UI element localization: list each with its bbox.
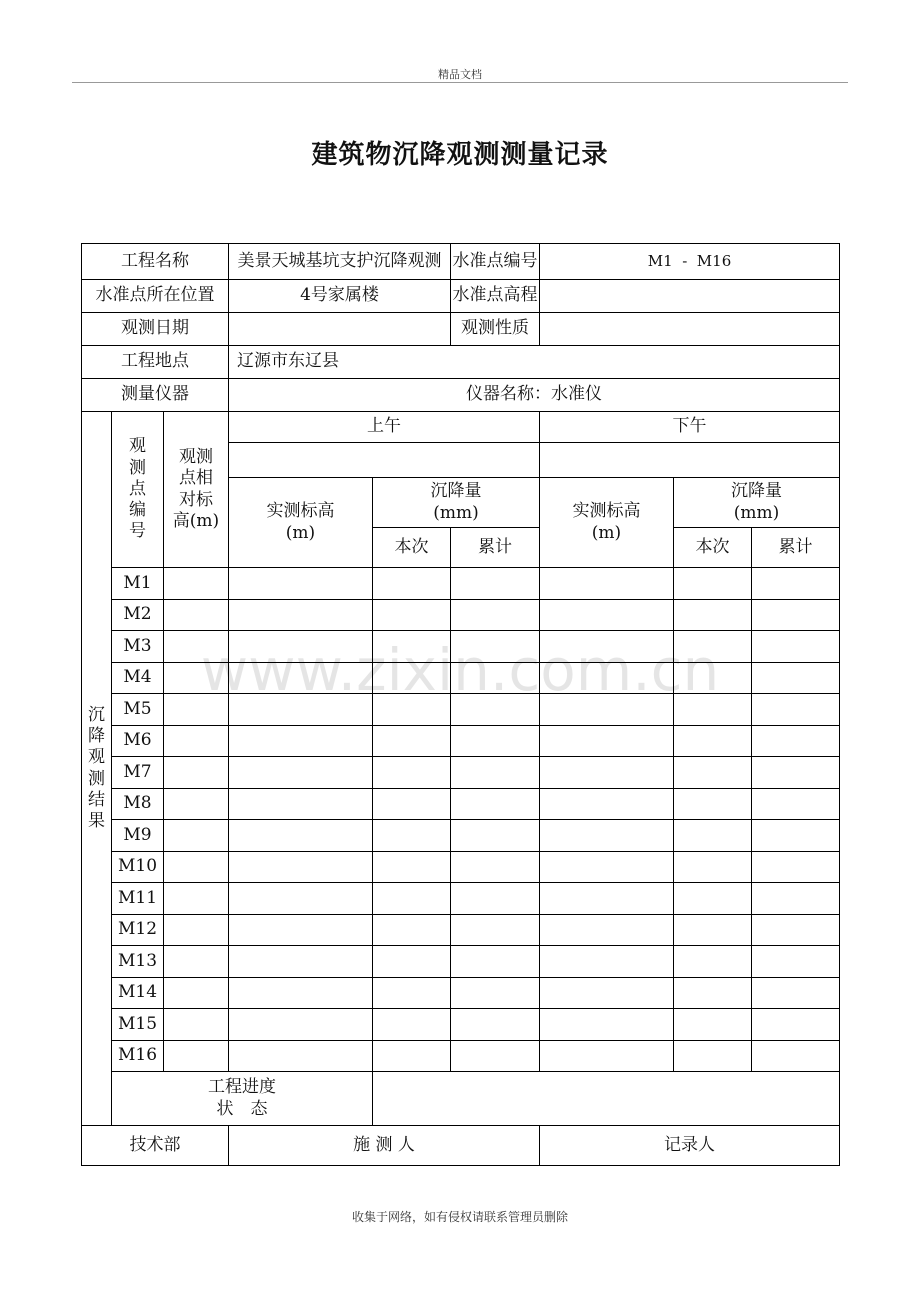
morning-this-time-cell [373, 820, 451, 852]
afternoon-this-time-cell [674, 851, 752, 883]
afternoon-cumulative-cell [752, 788, 840, 820]
table-row [82, 851, 840, 883]
afternoon-this-time-cell [674, 1040, 752, 1072]
afternoon-elevation-cell [540, 631, 674, 663]
relative-height-cell [164, 977, 229, 1009]
morning-elevation-cell [229, 599, 373, 631]
afternoon-elevation-cell [540, 568, 674, 600]
afternoon-elevation-cell [540, 757, 674, 789]
afternoon-cumulative-cell [752, 631, 840, 663]
page-header-text: 精品文档 [438, 68, 482, 81]
afternoon-cumulative-cell [752, 914, 840, 946]
point-id-cell: M13 [112, 946, 164, 978]
morning-elevation-cell [229, 820, 373, 852]
relative-height-cell [164, 820, 229, 852]
afternoon-elevation-cell [540, 946, 674, 978]
point-id-cell: M6 [112, 725, 164, 757]
afternoon-cumulative-cell [752, 946, 840, 978]
survey-record-table [81, 243, 840, 1166]
relative-height-cell [164, 946, 229, 978]
afternoon-this-time-cell [674, 977, 752, 1009]
afternoon-elevation-cell [540, 694, 674, 726]
progress-status-value [373, 1072, 840, 1126]
afternoon-this-time-cell [674, 914, 752, 946]
point-id-cell: M14 [112, 977, 164, 1009]
morning-this-time-cell [373, 757, 451, 789]
morning-elevation-cell [229, 725, 373, 757]
morning-this-time-cell [373, 631, 451, 663]
afternoon-blank-cell [540, 443, 840, 478]
section-label-settlement-results: 沉 降 观 测 结 果 [82, 412, 112, 1126]
afternoon-elevation-cell [540, 599, 674, 631]
signature-row [82, 1126, 840, 1166]
progress-row [82, 1072, 840, 1126]
table-row [82, 820, 840, 852]
morning-elevation-cell [229, 977, 373, 1009]
afternoon-this-time-header: 本次 [674, 528, 752, 568]
table-row [82, 662, 840, 694]
results-header-row-1 [82, 412, 840, 443]
relative-height-header: 观测 点相 对标 高(m) [164, 412, 229, 568]
morning-this-time-cell [373, 1009, 451, 1041]
afternoon-this-time-cell [674, 1009, 752, 1041]
afternoon-settlement-header: 沉降量 (mm) [674, 478, 840, 528]
afternoon-cumulative-cell [752, 977, 840, 1009]
progress-status-label: 工程进度 状 态 [112, 1072, 373, 1126]
afternoon-elevation-cell [540, 851, 674, 883]
afternoon-elevation-cell [540, 914, 674, 946]
afternoon-cumulative-cell [752, 820, 840, 852]
site-value: 辽源市东辽县 [229, 346, 840, 379]
morning-cumulative-cell [451, 883, 540, 915]
morning-elevation-cell [229, 788, 373, 820]
observation-type-value [540, 313, 840, 346]
morning-cumulative-cell [451, 977, 540, 1009]
morning-elevation-cell [229, 851, 373, 883]
morning-header: 上午 [229, 412, 540, 443]
info-row-1 [82, 244, 840, 280]
morning-elevation-cell [229, 631, 373, 663]
info-row-5 [82, 379, 840, 412]
morning-cumulative-cell [451, 1040, 540, 1072]
project-name-value: 美景天城基坑支护沉降观测 [229, 244, 451, 280]
morning-elevation-cell [229, 662, 373, 694]
morning-elevation-cell [229, 568, 373, 600]
afternoon-cumulative-cell [752, 568, 840, 600]
morning-elevation-cell [229, 883, 373, 915]
table-row [82, 946, 840, 978]
afternoon-cumulative-cell [752, 883, 840, 915]
morning-cumulative-cell [451, 631, 540, 663]
morning-this-time-cell [373, 568, 451, 600]
morning-this-time-cell [373, 788, 451, 820]
morning-cumulative-cell [451, 694, 540, 726]
morning-measured-elevation-header: 实测标高 (m) [229, 478, 373, 568]
morning-elevation-cell [229, 1040, 373, 1072]
morning-cumulative-cell [451, 914, 540, 946]
afternoon-elevation-cell [540, 883, 674, 915]
afternoon-cumulative-cell [752, 851, 840, 883]
morning-this-time-cell [373, 599, 451, 631]
table-row [82, 725, 840, 757]
afternoon-elevation-cell [540, 788, 674, 820]
morning-elevation-cell [229, 946, 373, 978]
morning-cumulative-cell [451, 725, 540, 757]
point-id-cell: M5 [112, 694, 164, 726]
afternoon-this-time-cell [674, 946, 752, 978]
table-row [82, 1009, 840, 1041]
afternoon-header: 下午 [540, 412, 840, 443]
afternoon-cumulative-cell [752, 1009, 840, 1041]
point-id-cell: M8 [112, 788, 164, 820]
benchmark-elevation-label: 水准点高程 [451, 280, 540, 313]
morning-cumulative-cell [451, 820, 540, 852]
table-row [82, 788, 840, 820]
morning-this-time-cell [373, 725, 451, 757]
afternoon-measured-elevation-header: 实测标高 (m) [540, 478, 674, 568]
point-id-cell: M12 [112, 914, 164, 946]
afternoon-cumulative-cell [752, 662, 840, 694]
morning-cumulative-cell [451, 1009, 540, 1041]
point-id-cell: M10 [112, 851, 164, 883]
afternoon-this-time-cell [674, 631, 752, 663]
morning-elevation-cell [229, 694, 373, 726]
morning-this-time-cell [373, 851, 451, 883]
benchmark-location-label: 水准点所在位置 [82, 280, 229, 313]
afternoon-this-time-cell [674, 568, 752, 600]
info-row-4 [82, 346, 840, 379]
afternoon-this-time-cell [674, 883, 752, 915]
table-row [82, 694, 840, 726]
table-row [82, 757, 840, 789]
afternoon-this-time-cell [674, 820, 752, 852]
point-id-cell: M16 [112, 1040, 164, 1072]
observation-date-label: 观测日期 [82, 313, 229, 346]
afternoon-cumulative-cell [752, 757, 840, 789]
afternoon-cumulative-cell [752, 725, 840, 757]
info-row-3 [82, 313, 840, 346]
tech-dept-label: 技术部 [82, 1126, 229, 1166]
relative-height-cell [164, 1040, 229, 1072]
benchmark-no-value: M1 - M16 [540, 244, 840, 280]
point-id-cell: M11 [112, 883, 164, 915]
instrument-label: 测量仪器 [82, 379, 229, 412]
table-row [82, 631, 840, 663]
afternoon-elevation-cell [540, 725, 674, 757]
table-row [82, 599, 840, 631]
benchmark-elevation-value [540, 280, 840, 313]
point-id-cell: M4 [112, 662, 164, 694]
morning-cumulative-cell [451, 946, 540, 978]
relative-height-cell [164, 851, 229, 883]
morning-cumulative-cell [451, 599, 540, 631]
relative-height-cell [164, 725, 229, 757]
morning-this-time-cell [373, 883, 451, 915]
observation-date-value [229, 313, 451, 346]
point-id-cell: M7 [112, 757, 164, 789]
morning-this-time-cell [373, 914, 451, 946]
observation-type-label: 观测性质 [451, 313, 540, 346]
afternoon-cumulative-header: 累计 [752, 528, 840, 568]
instrument-value: 仪器名称：水准仪 [229, 379, 840, 412]
relative-height-cell [164, 662, 229, 694]
morning-this-time-cell [373, 694, 451, 726]
page-title: 建筑物沉降观测测量记录 [311, 140, 609, 170]
afternoon-cumulative-cell [752, 1040, 840, 1072]
afternoon-this-time-cell [674, 599, 752, 631]
relative-height-cell [164, 694, 229, 726]
morning-elevation-cell [229, 1009, 373, 1041]
morning-cumulative-cell [451, 568, 540, 600]
morning-this-time-cell [373, 1040, 451, 1072]
watermark: www.zixin.com.cn [200, 636, 720, 704]
relative-height-cell [164, 883, 229, 915]
morning-cumulative-cell [451, 757, 540, 789]
morning-cumulative-cell [451, 662, 540, 694]
morning-cumulative-cell [451, 851, 540, 883]
info-row-2 [82, 280, 840, 313]
afternoon-cumulative-cell [752, 694, 840, 726]
relative-height-cell [164, 788, 229, 820]
relative-height-cell [164, 757, 229, 789]
morning-settlement-header: 沉降量 (mm) [373, 478, 540, 528]
table-row [82, 914, 840, 946]
benchmark-no-label: 水准点编号 [451, 244, 540, 280]
morning-elevation-cell [229, 757, 373, 789]
point-id-cell: M1 [112, 568, 164, 600]
morning-cumulative-cell [451, 788, 540, 820]
afternoon-elevation-cell [540, 1009, 674, 1041]
afternoon-this-time-cell [674, 788, 752, 820]
table-row [82, 1040, 840, 1072]
point-id-cell: M2 [112, 599, 164, 631]
point-id-cell: M9 [112, 820, 164, 852]
point-id-cell: M3 [112, 631, 164, 663]
table-row [82, 568, 840, 600]
afternoon-this-time-cell [674, 757, 752, 789]
benchmark-location-value: 4号家属楼 [229, 280, 451, 313]
afternoon-cumulative-cell [752, 599, 840, 631]
header-divider [72, 82, 848, 83]
morning-this-time-cell [373, 946, 451, 978]
page-footer-text: 收集于网络，如有侵权请联系管理员删除 [351, 1210, 568, 1224]
point-id-cell: M15 [112, 1009, 164, 1041]
morning-cumulative-header: 累计 [451, 528, 540, 568]
relative-height-cell [164, 568, 229, 600]
afternoon-elevation-cell [540, 662, 674, 694]
morning-blank-cell [229, 443, 540, 478]
table-row [82, 977, 840, 1009]
table-row [82, 883, 840, 915]
relative-height-cell [164, 631, 229, 663]
point-no-header: 观 测 点 编 号 [112, 412, 164, 568]
afternoon-this-time-cell [674, 662, 752, 694]
surveyor-label: 施 测 人 [229, 1126, 540, 1166]
morning-elevation-cell [229, 914, 373, 946]
afternoon-elevation-cell [540, 977, 674, 1009]
relative-height-cell [164, 1009, 229, 1041]
afternoon-this-time-cell [674, 725, 752, 757]
morning-this-time-cell [373, 977, 451, 1009]
project-name-label: 工程名称 [82, 244, 229, 280]
relative-height-cell [164, 914, 229, 946]
afternoon-elevation-cell [540, 820, 674, 852]
morning-this-time-header: 本次 [373, 528, 451, 568]
site-label: 工程地点 [82, 346, 229, 379]
recorder-label: 记录人 [540, 1126, 840, 1166]
afternoon-elevation-cell [540, 1040, 674, 1072]
morning-this-time-cell [373, 662, 451, 694]
afternoon-this-time-cell [674, 694, 752, 726]
relative-height-cell [164, 599, 229, 631]
